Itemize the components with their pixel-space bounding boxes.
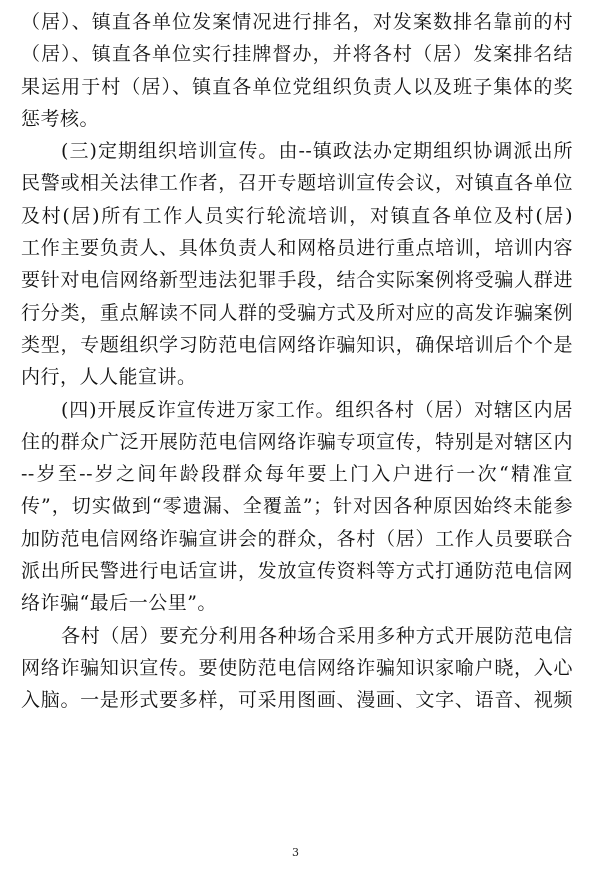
text-line: 民警或相关法律工作者，召开专题培训宣传会议，对镇直各单位 <box>21 172 573 195</box>
text-line: 行分类，重点解读不同人群的受骗方式及所对应的高发诈骗案例 <box>21 301 573 324</box>
text-line: 各村（居）要充分利用各种场合采用多种方式开展防范电信 <box>61 624 573 647</box>
text-line: (三)定期组织培训宣传。由--镇政法办定期组织协调派出所 <box>61 140 573 163</box>
text-line: --岁至--岁之间年龄段群众每年要上门入户进行一次“精准宣 <box>21 463 573 486</box>
text-line: 网络诈骗知识宣传。要使防范电信网络诈骗知识家喻户晓，入心 <box>21 656 573 679</box>
page-number: 3 <box>292 846 299 859</box>
paragraph <box>21 6 573 135</box>
text-line: 类型，专题组织学习防范电信网络诈骗知识，确保培训后个个是 <box>21 333 573 356</box>
text-line: 果运用于村（居）、镇直各单位党组织负责人以及班子集体的奖 <box>21 75 573 98</box>
text-line: 住的群众广泛开展防范电信网络诈骗专项宣传，特别是对辖区内 <box>21 430 573 453</box>
paragraph <box>21 394 573 620</box>
text-line: 内行，人人能宣讲。 <box>21 366 197 389</box>
text-line: (四)开展反诈宣传进万家工作。组织各村（居）对辖区内居 <box>61 398 573 421</box>
text-line: 要针对电信网络新型违法犯罪手段，结合实际案例将受骗人群进 <box>21 269 573 292</box>
text-line: （居）、镇直各单位发案情况进行排名，对发案数排名靠前的村 <box>21 11 573 33</box>
text-line: 加防范电信网络诈骗宣讲会的群众，各村（居）工作人员要联合 <box>21 527 573 550</box>
text-line: 及村(居)所有工作人员实行轮流培训，对镇直各单位及村(居) <box>21 204 573 227</box>
text-line: （居）、镇直各单位实行挂牌督办，并将各村（居）发案排名结 <box>21 43 573 66</box>
document-body <box>21 6 573 717</box>
paragraph <box>21 135 573 393</box>
text-line: 工作主要负责人、具体负责人和网格员进行重点培训，培训内容 <box>21 237 573 260</box>
text-line: 派出所民警进行电话宣讲，发放宣传资料等方式打通防范电信网 <box>21 560 573 583</box>
text-line: 传”，切实做到“零遗漏、全覆盖”；针对因各种原因始终未能参 <box>21 495 573 518</box>
paragraph <box>21 620 573 717</box>
text-line: 惩考核。 <box>21 107 100 130</box>
text-line: 入脑。一是形式要多样，可采用图画、漫画、文字、语音、视频 <box>21 689 573 712</box>
text-line: 络诈骗“最后一公里”。 <box>21 592 217 615</box>
